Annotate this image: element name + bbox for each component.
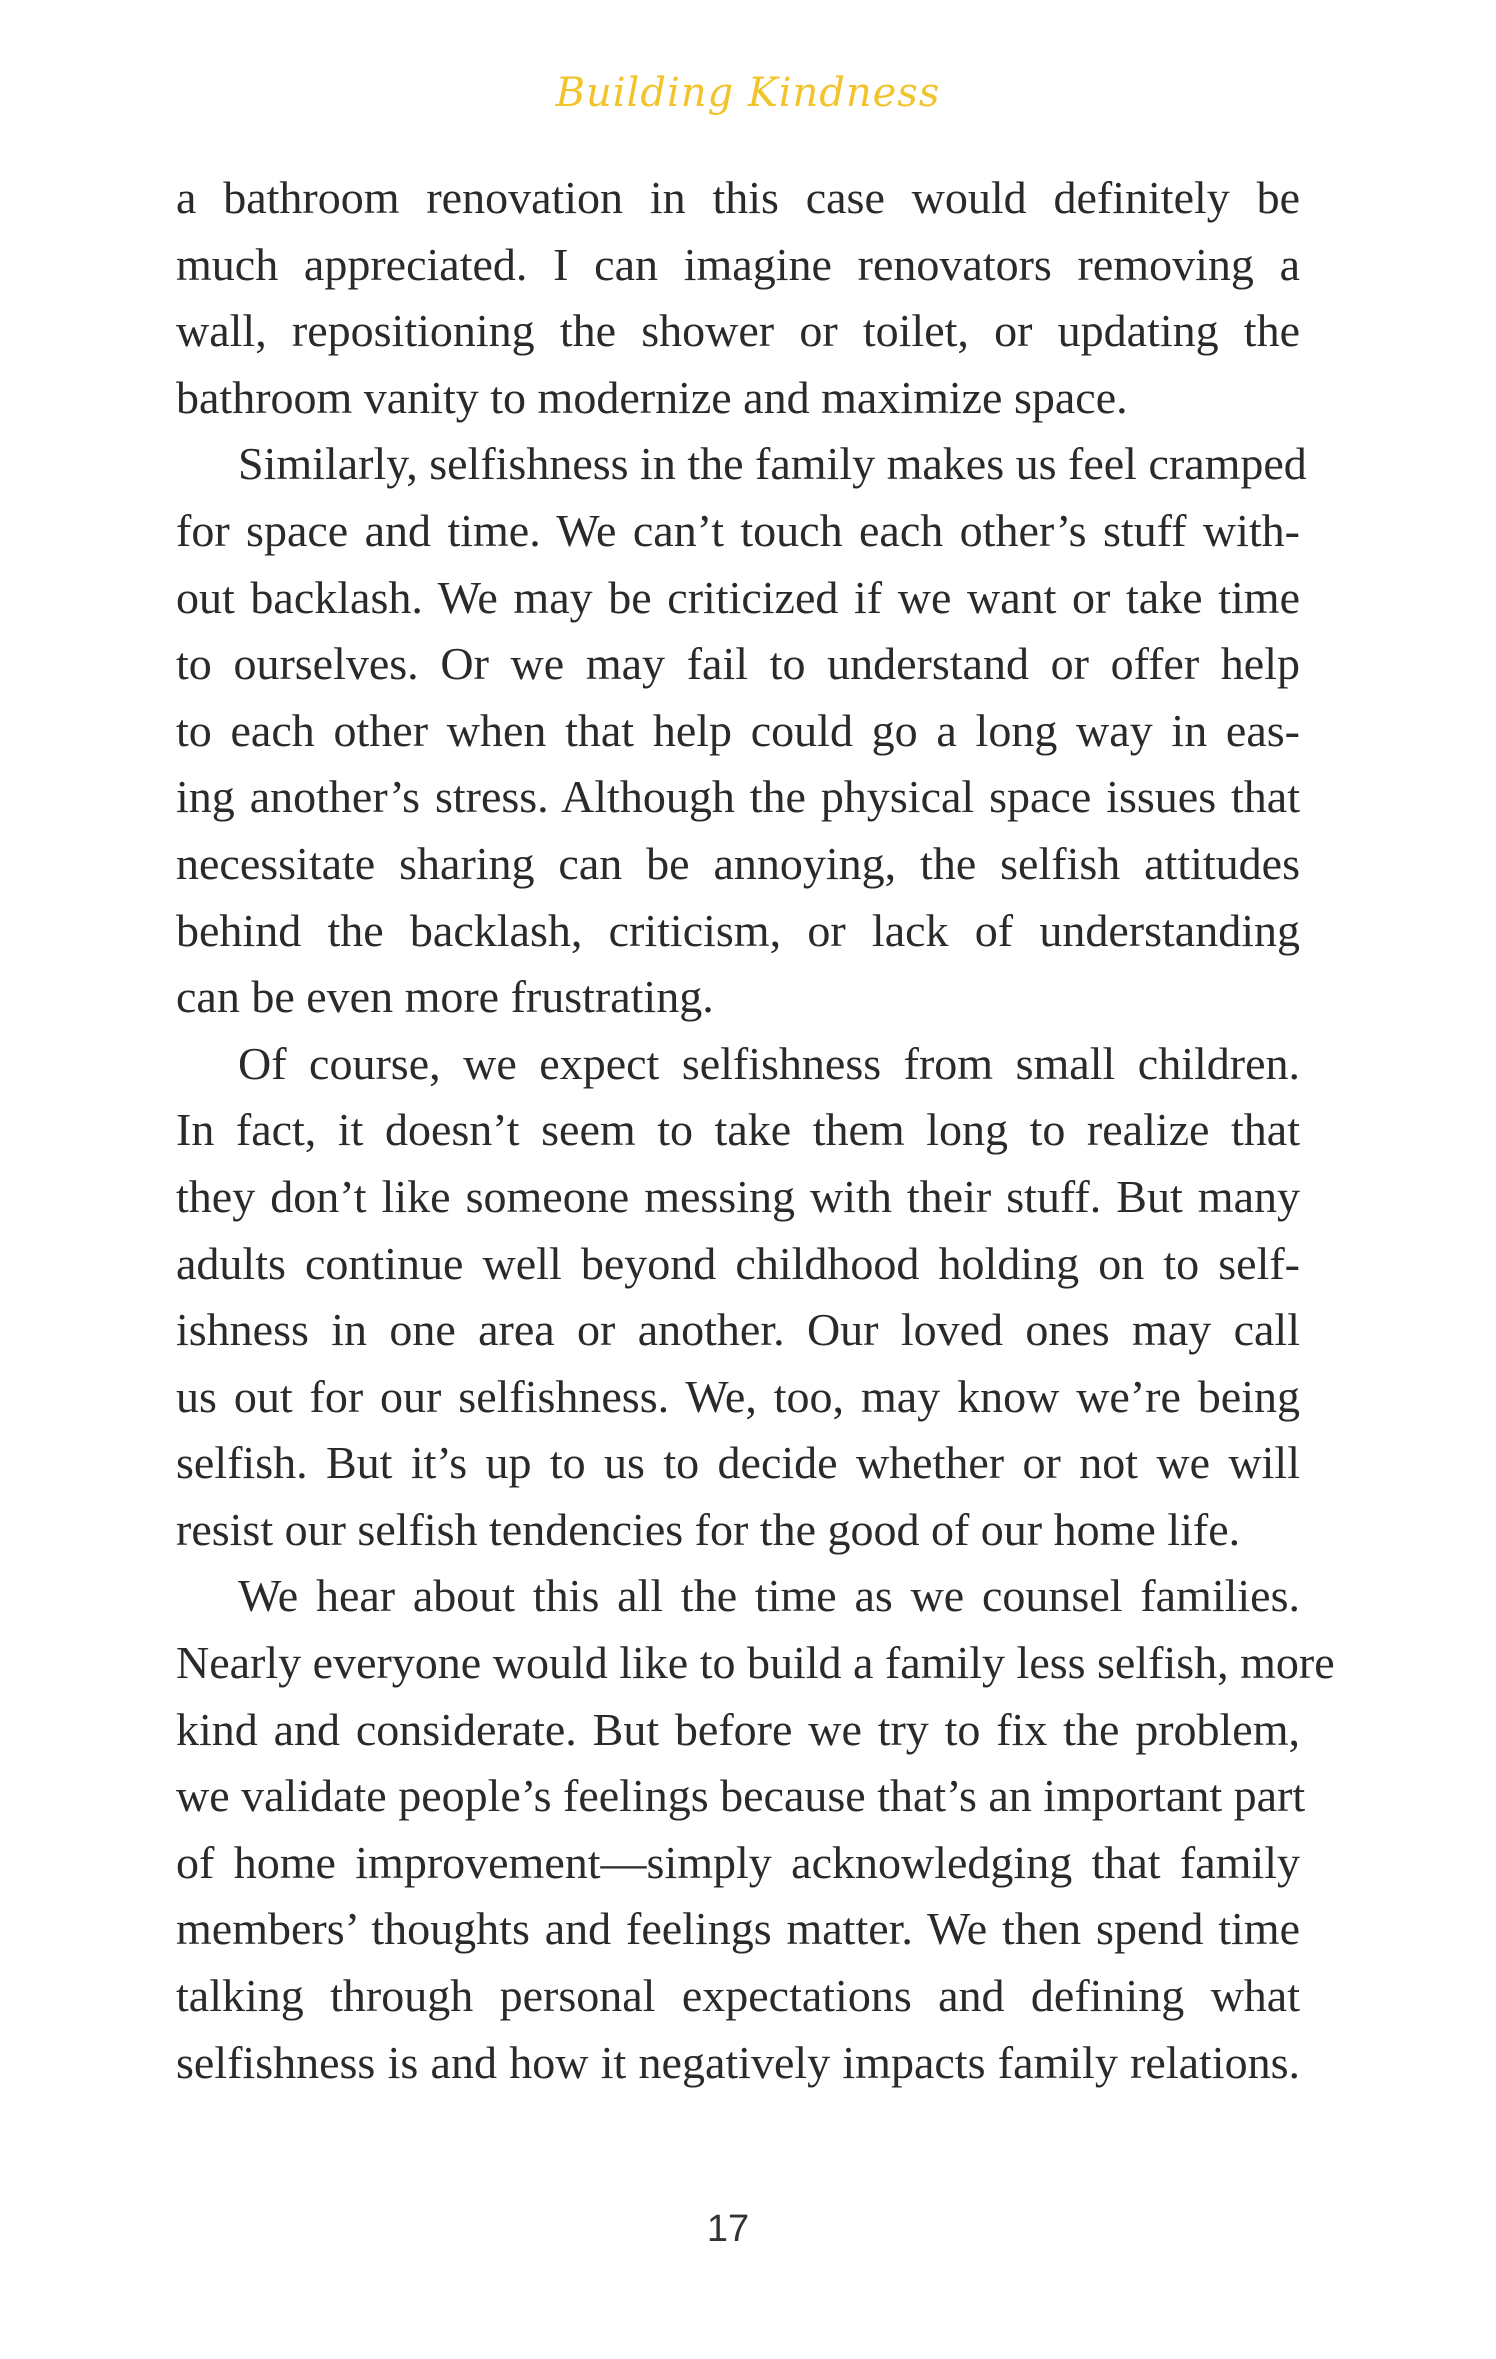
text-line: resist our selfish tendencies for the good of our home life. [176, 1503, 1241, 1555]
text-line: kind and considerate. But before we try to fix the problem, [176, 1703, 1300, 1755]
text-line: members’ thoughts and feelings matter. We then spend time [176, 1903, 1300, 1955]
text-line: can be even more frustrating. [176, 971, 714, 1023]
text-line: wall, repositioning the shower or toilet, or updating the [176, 305, 1300, 357]
text-line: of home improvement—simply acknowledging that family [176, 1836, 1300, 1888]
body-text [176, 165, 1335, 2096]
text-line: to ourselves. Or we may fail to understand or offer help [176, 638, 1300, 690]
text-line: Of course, we expect selfishness from small children. [238, 1037, 1300, 1089]
running-head: Building Kindness [555, 70, 941, 116]
text-line: much appreciated. I can imagine renovators removing a [176, 238, 1300, 290]
text-line: selfishness is and how it negatively impacts family relations. [176, 2036, 1300, 2088]
page-number: 17 [706, 2208, 750, 2250]
text-line: a bathroom renovation in this case would definitely be [176, 172, 1300, 223]
text-line: we validate people’s feelings because that’s an important part [176, 1770, 1306, 1822]
text-line: selfish. But it’s up to us to decide whether or not we will [176, 1437, 1300, 1489]
text-line: bathroom vanity to modernize and maximize space. [176, 371, 1128, 423]
text-line: behind the backlash, criticism, or lack of understanding [176, 904, 1300, 956]
text-line: talking through personal expectations and defining what [176, 1970, 1300, 2022]
text-line: they don’t like someone messing with their stuff. But many [176, 1170, 1300, 1222]
text-line: We hear about this all the time as we counsel families. [238, 1570, 1300, 1622]
text-line: for space and time. We can’t touch each other’s stuff with- [176, 504, 1300, 556]
text-line: us out for our selfishness. We, too, may know we’re being [176, 1370, 1300, 1422]
text-line: Similarly, selfishness in the family makes us feel cramped [238, 438, 1307, 490]
text-line: ing another’s stress. Although the physical space issues that [176, 771, 1300, 823]
text-line: In fact, it doesn’t seem to take them long to realize that [176, 1104, 1300, 1156]
text-line: adults continue well beyond childhood holding on to self- [176, 1237, 1300, 1289]
text-line: Nearly everyone would like to build a family less selfish, more [176, 1637, 1335, 1689]
text-line: out backlash. We may be criticized if we want or take time [176, 571, 1300, 623]
text-line: ishness in one area or another. Our loved ones may call [176, 1304, 1300, 1356]
text-line: to each other when that help could go a long way in eas- [176, 704, 1300, 756]
text-line: necessitate sharing can be annoying, the selfish attitudes [176, 837, 1300, 889]
